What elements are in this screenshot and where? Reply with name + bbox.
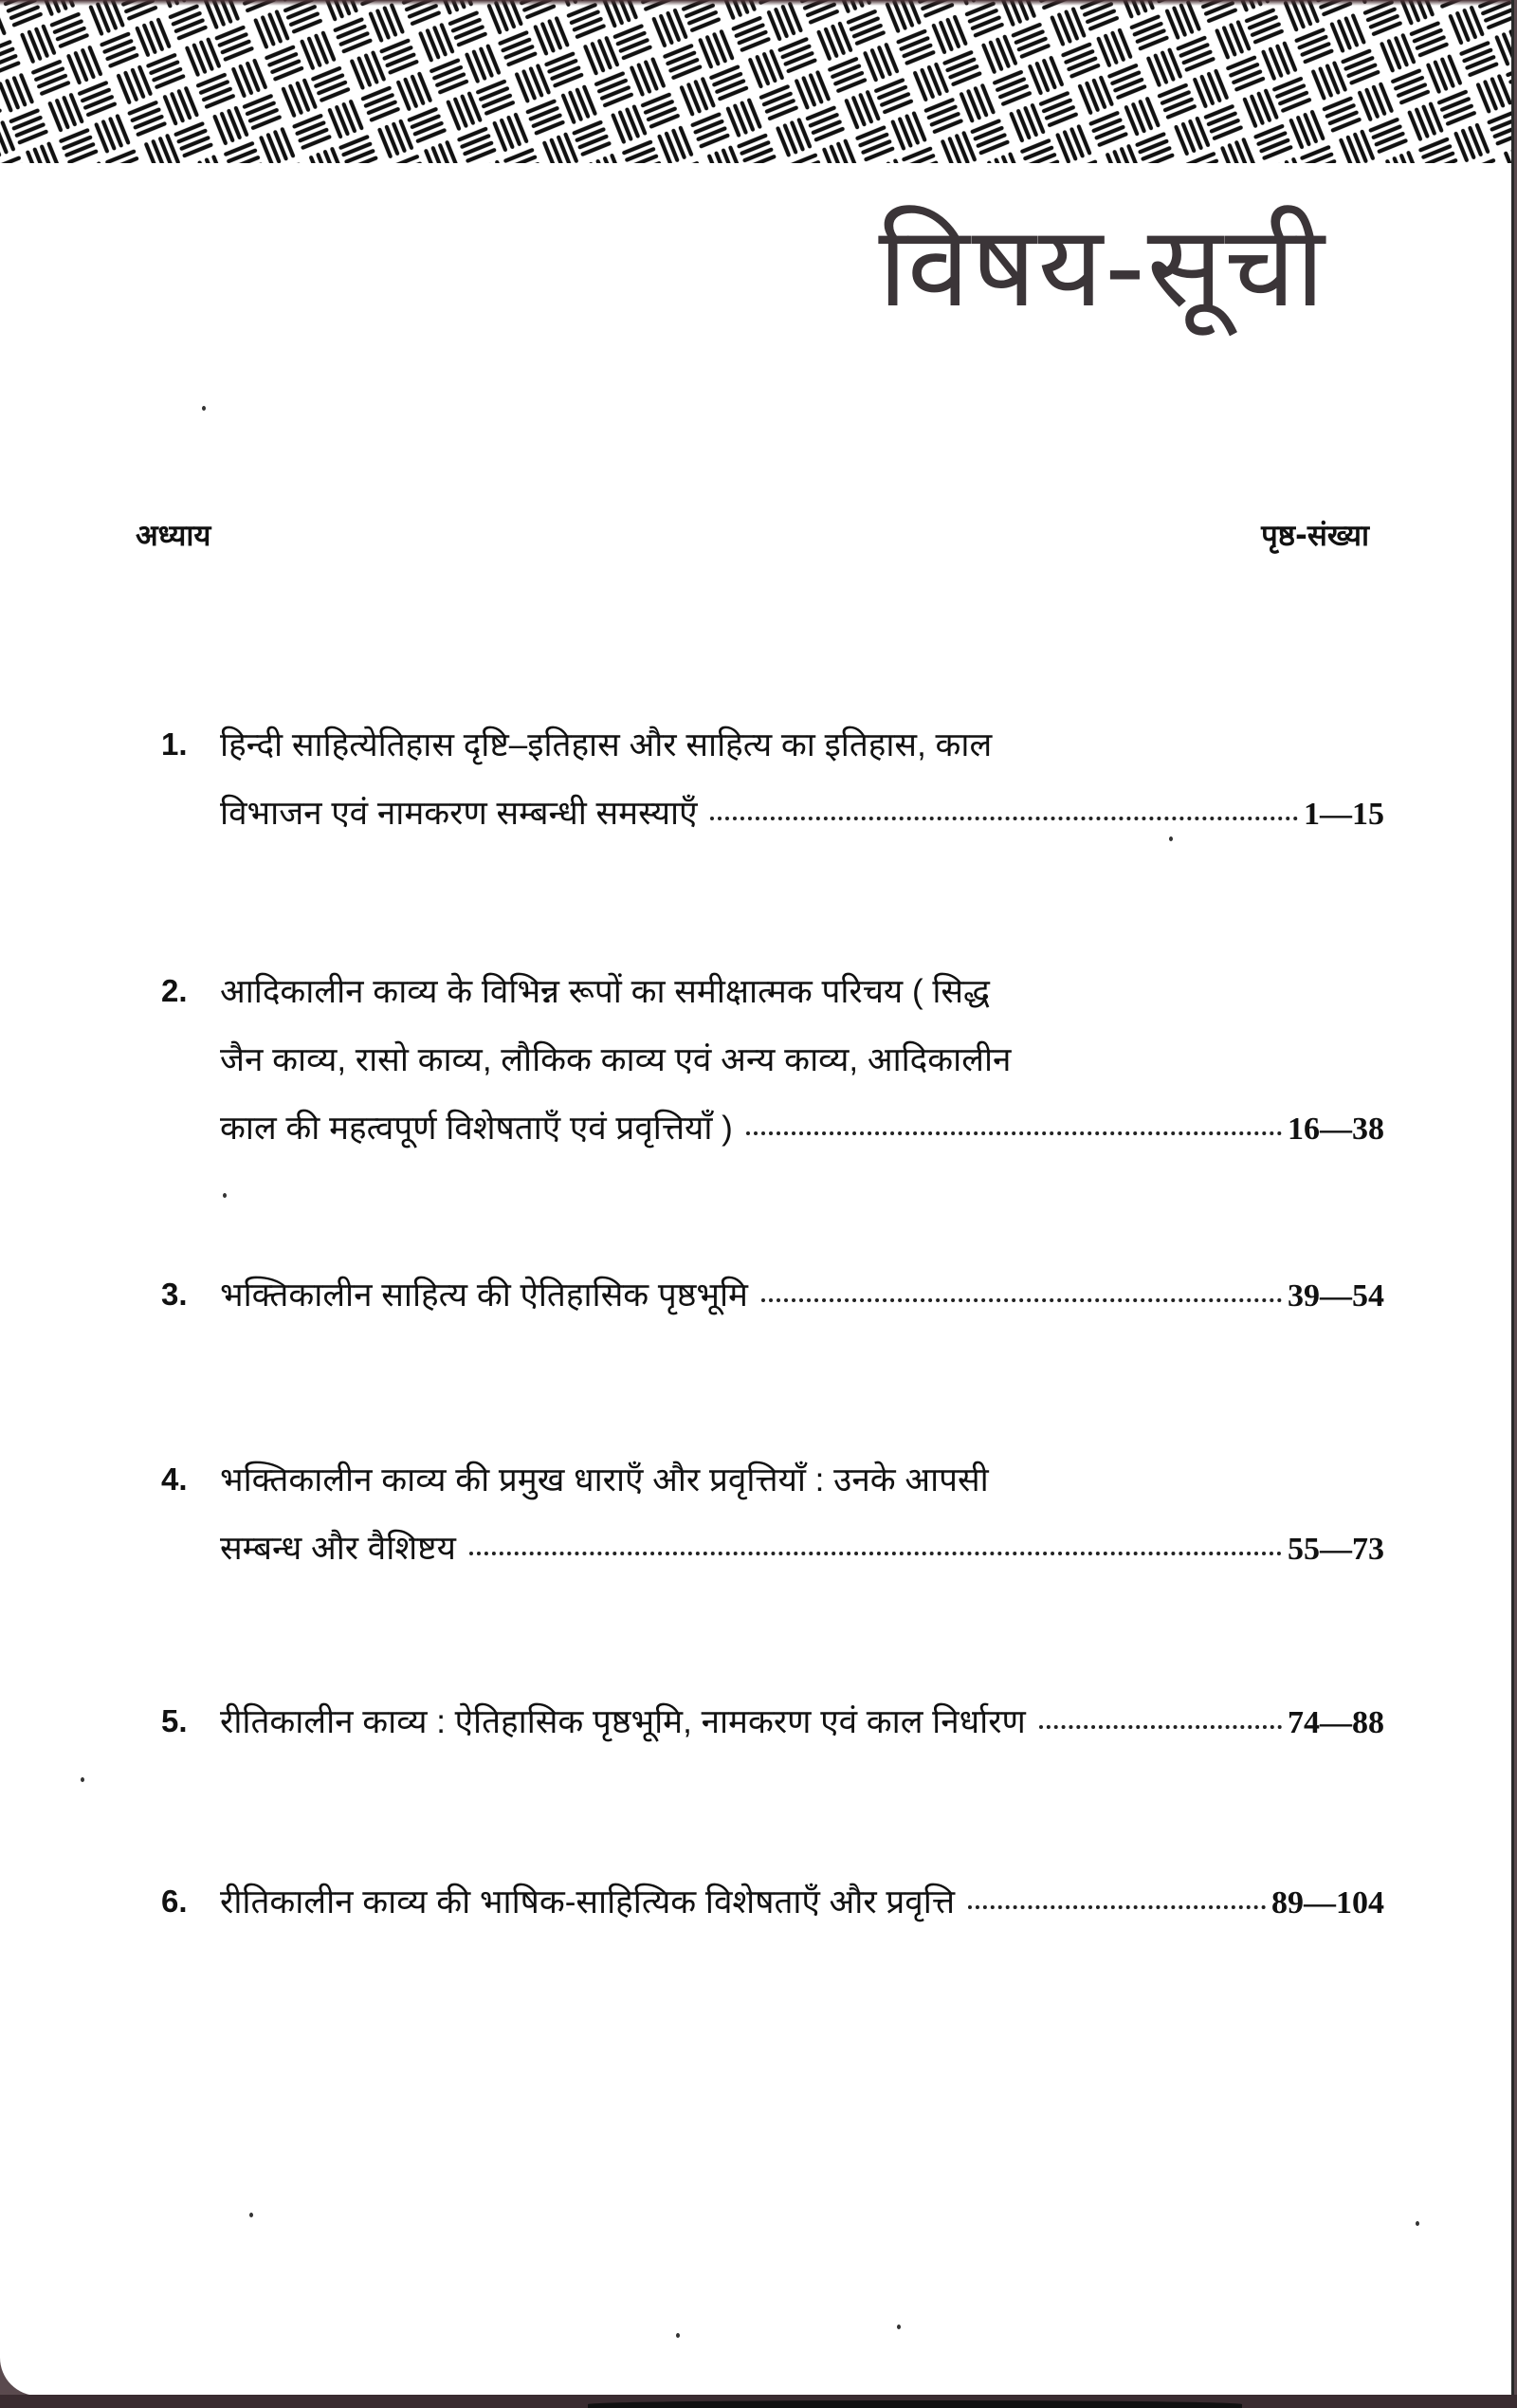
dot-leader: [1039, 1725, 1282, 1729]
toc-entry-text: रीतिकालीन काव्य की भाषिक-साहित्यिक विशेषताएँ और प्रवृत्ति: [220, 1884, 956, 1921]
toc-entry-text: काल की महत्वपूर्ण विशेषताएँ एवं प्रवृत्तियाँ ): [220, 1110, 733, 1147]
dot-leader: [968, 1905, 1266, 1909]
toc-entry-1[interactable]: [161, 711, 1384, 848]
toc-entry-line: [220, 1515, 1384, 1583]
toc-entry-pages: 16—38: [1288, 1112, 1384, 1147]
toc-entry-2[interactable]: [161, 958, 1384, 1163]
toc-entry-pages: 39—54: [1288, 1278, 1384, 1314]
toc-entry-3[interactable]: [161, 1261, 1384, 1330]
toc-entry-line: [220, 958, 1384, 1026]
toc-entry-pages: 55—73: [1288, 1532, 1384, 1567]
toc-entry-text: विभाजन एवं नामकरण सम्बन्धी समस्याएँ: [220, 795, 698, 832]
toc-entry-number: 4.: [161, 1461, 188, 1497]
toc-entry-text: रीतिकालीन काव्य : ऐतिहासिक पृष्ठभूमि, नामकरण एवं काल निर्धारण: [220, 1703, 1026, 1740]
scan-speck: [1416, 2221, 1419, 2226]
toc-entry-line: [220, 1868, 1384, 1937]
decorative-hatch-pattern: [0, 0, 1511, 169]
toc-entry-number: 5.: [161, 1703, 188, 1738]
toc-entry-pages: 89—104: [1271, 1885, 1384, 1921]
toc-entry-4[interactable]: [161, 1446, 1384, 1583]
scan-speck: [202, 406, 206, 411]
toc-entry-line: [220, 1261, 1384, 1330]
column-header-page-number: पृष्ठ-संख्या: [1261, 519, 1369, 553]
scan-speck: [81, 1777, 84, 1782]
toc-entry-pages: 74—88: [1288, 1705, 1384, 1740]
toc-entry-text: भक्तिकालीन काव्य की प्रमुख धाराएँ और प्रवृत्तियाँ : उनके आपसी: [220, 1461, 989, 1498]
toc-entry-text: सम्बन्ध और वैशिष्टय: [220, 1530, 456, 1567]
dot-leader: [710, 817, 1298, 820]
toc-entry-5[interactable]: [161, 1688, 1384, 1756]
toc-entry-text: जैन काव्य, रासो काव्य, लौकिक काव्य एवं अन्य काव्य, आदिकालीन: [220, 1041, 1012, 1078]
page-top-edge-shadow: [0, 0, 1511, 6]
dot-leader: [469, 1552, 1282, 1555]
page-bottom-edge: [588, 2400, 1242, 2408]
toc-entry-number: 6.: [161, 1884, 188, 1919]
column-header-chapter: अध्याय: [136, 519, 211, 553]
toc-entry-line: [220, 1026, 1384, 1094]
toc-entry-line: [220, 711, 1384, 780]
scan-speck: [676, 2333, 680, 2338]
dot-leader: [746, 1131, 1282, 1135]
toc-entry-pages: 1—15: [1304, 797, 1384, 832]
toc-entry-number: 2.: [161, 973, 188, 1008]
toc-entry-line: [220, 1446, 1384, 1515]
scan-speck: [249, 2213, 253, 2217]
dot-leader: [761, 1298, 1282, 1302]
toc-entry-line: [220, 780, 1384, 848]
scan-speck: [1169, 836, 1173, 841]
toc-entry-text: भक्तिकालीन साहित्य की ऐतिहासिक पृष्ठभूमि: [220, 1277, 748, 1314]
toc-entry-text: हिन्दी साहित्येतिहास दृष्टि–इतिहास और साहित्य का इतिहास, काल: [220, 726, 993, 763]
toc-entry-number: 1.: [161, 726, 188, 762]
scan-speck: [897, 2325, 901, 2329]
toc-entry-line: [220, 1688, 1384, 1756]
page-title: विषय-सूची: [878, 201, 1326, 332]
toc-entry-line: [220, 1094, 1384, 1163]
toc-entry-number: 3.: [161, 1277, 188, 1312]
scan-speck: [223, 1193, 227, 1198]
toc-entry-text: आदिकालीन काव्य के विभिन्न रूपों का समीक्षात्मक परिचय ( सिद्ध: [220, 973, 991, 1010]
toc-entry-6[interactable]: [161, 1868, 1384, 1937]
